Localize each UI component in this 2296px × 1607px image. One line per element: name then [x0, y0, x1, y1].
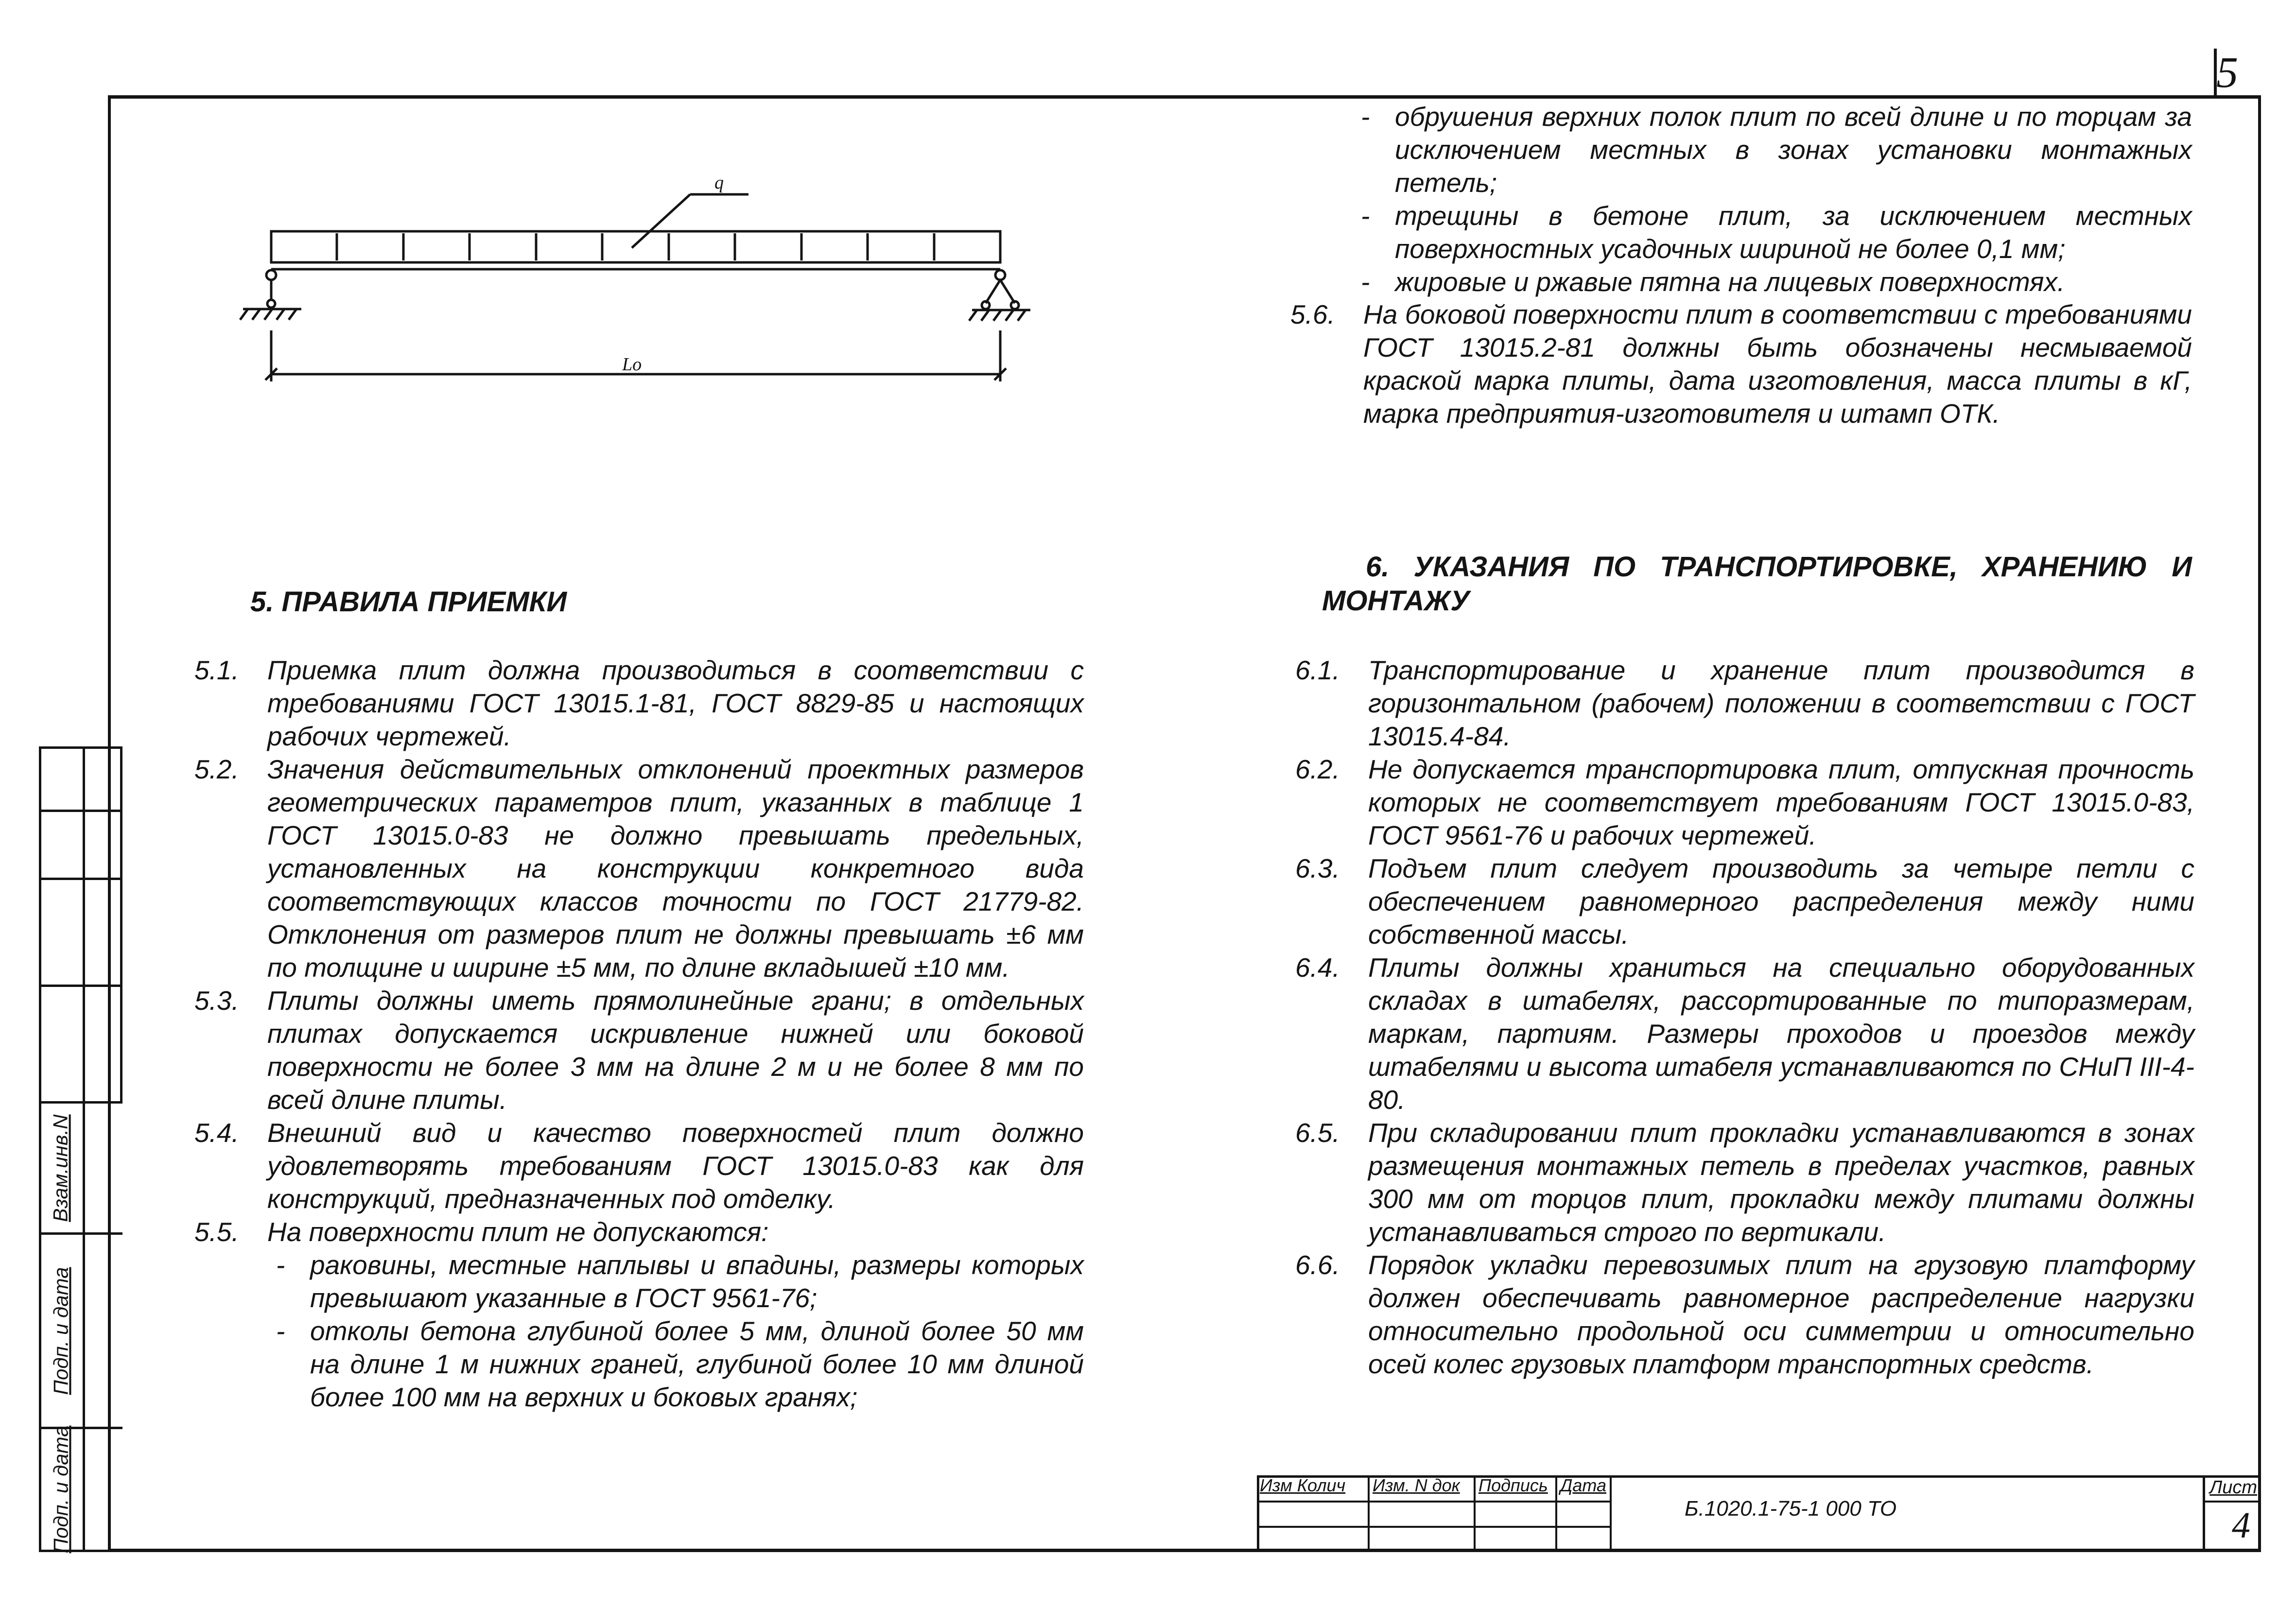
item-5-5: 5.5. На поверхности плит не допускаются:: [194, 1217, 769, 1247]
load-label: q: [714, 173, 724, 193]
stamp-col-change-count: Изм Колич: [1257, 1475, 1370, 1552]
right-top-body: [1361, 100, 2192, 298]
item-5-6: 5.6. На боковой поверхности плит в соответствии с требованиями ГОСТ 13015.2-81 должны быть обозначены несмываемой краской марка плиты, дата изготовления, масса плиты в кГ, марка предприятия-изготовителя и штамп ОТК.: [1290, 299, 2192, 429]
item-5-1: 5.1. Приемка плит должна производиться в соответствии с требованиями ГОСТ 13015.1-81, ГОСТ 8829-85 и настоящих рабочих чертежей.: [194, 655, 1084, 751]
sidebar-box-top: [39, 746, 122, 1101]
bullet-5-5-3: - обрушения верхних полок плит по всей длине и по торцам за исключением местных в зонах установки монтажных петель;: [1361, 102, 2192, 198]
span-label: Lo: [622, 354, 642, 375]
bullet-5-5-1: - раковины, местные наплывы и впадины, размеры которых превышают указанные в ГОСТ 9561-76;: [276, 1250, 1084, 1313]
stamp-col-doc-number: Изм. N док: [1370, 1475, 1476, 1552]
section-6-title: 6. УКАЗАНИЯ ПО ТРАНСПОРТИРОВКЕ, ХРАНЕНИЮ И МОНТАЖУ: [1322, 551, 2192, 617]
beam-diagram: [233, 165, 1069, 394]
stamp-col-date: Дата: [1557, 1475, 1612, 1552]
corner-page-number: 5: [2216, 49, 2238, 97]
sheet-label: Лист: [2209, 1477, 2257, 1498]
sidebar-label-signature-2: Подп. и дата: [49, 1425, 72, 1554]
title-block: [1257, 1475, 2261, 1552]
sidebar-label-signature-1: Подп. и дата: [49, 1267, 72, 1395]
right-support: [969, 270, 1030, 321]
item-6-1: 6.1. Транспортирование и хранение плит производится в горизонтальном (рабочем) положении в соответствии с ГОСТ 13015.4-84.: [1295, 655, 2194, 751]
load-leader-line: [632, 194, 690, 248]
sidebar-label-replacement: Взам.инв.N: [49, 1114, 72, 1222]
item-5-2: 5.2. Значения действительных отклонений проектных размеров геометрических параметров плит, указанных в таблице 1 ГОСТ 13015.0-83 не должно превышать предельных, установленных на конструкции конкретного вида соответствующих классов точности по ГОСТ 21779-82. Отклонения от размеров плит не должны превышать ±6 мм по толщине и ширине ±5 мм, по длине вкладышей ±10 мм.: [194, 754, 1084, 983]
section-6-body: [1295, 654, 2194, 1381]
bullet-5-5-4: - трещины в бетоне плит, за исключением местных поверхностных усадочных шириной не более 0,1 мм;: [1361, 201, 2192, 264]
item-6-6: 6.6. Порядок укладки перевозимых плит на грузовую платформу должен обеспечивать равномерное распределение нагрузки относительно продольной оси симметрии и относительно осей колес грузовых платформ транспортных средств.: [1295, 1250, 2194, 1379]
binding-sidebar: [39, 746, 122, 1552]
stamp-col-signature: Подпись: [1476, 1475, 1557, 1552]
sheet-number: 4: [2232, 1505, 2250, 1546]
left-support: [240, 270, 301, 320]
bullet-5-5-5: - жировые и ржавые пятна на лицевых поверхностях.: [1361, 267, 2065, 297]
distributed-load-band: [271, 231, 1000, 262]
item-6-4: 6.4. Плиты должны храниться на специально оборудованных складах в штабелях, рассортированные по типоразмерам, маркам, партиям. Размеры проходов и проездов между штабелями и высота штабеля устанавливаются по СНиП III-4-80.: [1295, 952, 2194, 1115]
load-arrows: [337, 233, 934, 260]
item-6-2: 6.2. Не допускается транспортировка плит, отпускная прочность которых не соответствует требованиям ГОСТ 13015.0-83, ГОСТ 9561-76 и рабочих чертежей.: [1295, 754, 2194, 850]
document-code: Б.1020.1-75-1 000 ТО: [1685, 1497, 1897, 1521]
item-5-4: 5.4. Внешний вид и качество поверхностей плит должно удовлетворять требованиям ГОСТ 13015.0-83 как для конструкций, предназначенных под отделку.: [194, 1118, 1084, 1214]
section-5-title: 5. ПРАВИЛА ПРИЕМКИ: [250, 586, 567, 618]
bullet-5-5-2: - отколы бетона глубиной более 5 мм, длиной более 50 мм на длине 1 м нижних граней, глубиной более 10 мм длиной более 100 мм на верхних и боковых гранях;: [276, 1316, 1084, 1412]
item-6-3: 6.3. Подъем плит следует производить за четыре петли с обеспечением равномерного распределения между ними собственной массы.: [1295, 853, 2194, 950]
section-5-body: [194, 654, 1084, 1414]
item-5-3: 5.3. Плиты должны иметь прямолинейные грани; в отдельных плитах допускается искривление нижней или боковой поверхности не более 3 мм на длине 2 м и не более 8 мм по всей длине плиты.: [194, 985, 1084, 1115]
item-6-5: 6.5. При складировании плит прокладки устанавливаются в зонах размещения монтажных петель в пределах участков, равных 300 мм от торцов плит, прокладки между плитами должны устанавливаться строго по вертикали.: [1295, 1118, 2194, 1247]
